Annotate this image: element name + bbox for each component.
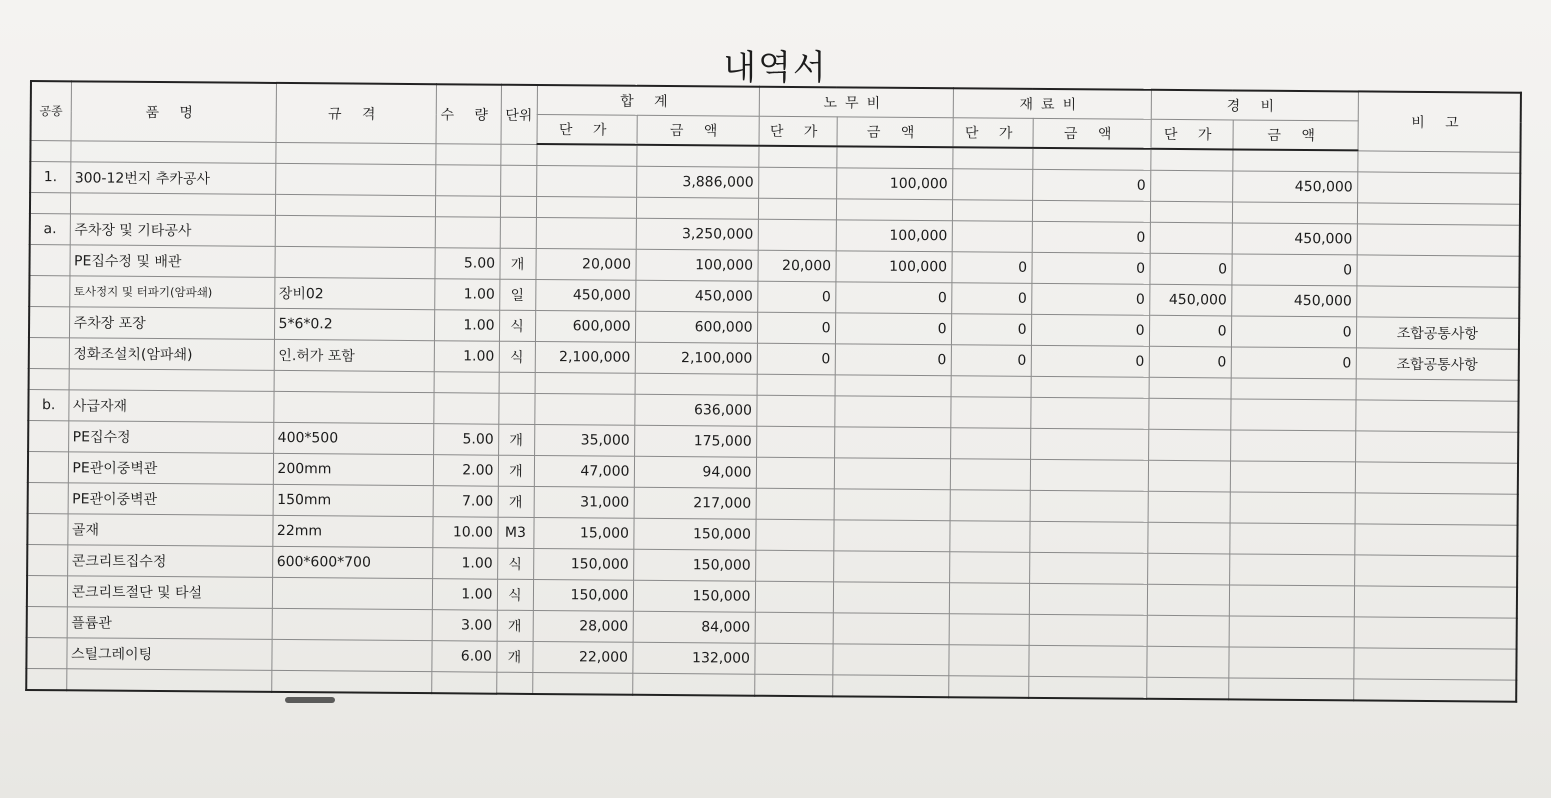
cell-total-amount: 3,250,000: [636, 218, 758, 250]
cell-total-amount: 175,000: [634, 425, 756, 457]
cell-code: [27, 544, 67, 575]
cell-labor-amount: 100,000: [836, 220, 952, 252]
cell-material-unit-price: [948, 645, 1028, 677]
cell-code: [27, 606, 67, 637]
cell-total-unit-price: 15,000: [533, 517, 633, 549]
cell-material-unit-price: [950, 459, 1030, 491]
cell-code: [27, 575, 67, 606]
empty-cell: [70, 193, 275, 216]
empty-cell: [274, 370, 434, 392]
cell-spec: 400*500: [273, 422, 433, 454]
cell-material-unit-price: [949, 521, 1029, 553]
cell-expense-amount: [1229, 554, 1354, 586]
cell-total-unit-price: [536, 217, 636, 249]
cell-expense-unit-price: 0: [1149, 346, 1231, 378]
cell-note: [1355, 493, 1518, 525]
cell-expense-amount: [1229, 523, 1354, 555]
cell-quantity: 6.00: [431, 641, 496, 673]
cell-expense-amount: [1230, 492, 1355, 524]
empty-cell: [500, 144, 536, 166]
cell-code: [28, 420, 68, 451]
empty-cell: [1357, 150, 1520, 173]
empty-cell: [948, 676, 1028, 698]
cell-labor-unit-price: [758, 167, 836, 199]
cell-expense-amount: [1229, 616, 1354, 648]
empty-cell: [435, 196, 500, 218]
cell-material-amount: [1030, 490, 1148, 522]
cell-total-amount: 150,000: [633, 518, 755, 550]
cell-total-amount: 150,000: [633, 549, 755, 581]
cell-unit: 일: [499, 279, 535, 310]
cell-spec: 150mm: [273, 484, 433, 516]
cell-spec: [275, 163, 435, 195]
cell-item-name: 사급자재: [68, 390, 273, 423]
cell-material-unit-price: [949, 614, 1029, 646]
estimate-table: [25, 80, 1522, 703]
cell-material-unit-price: [952, 221, 1032, 253]
cell-spec: [274, 246, 434, 278]
cell-total-unit-price: 150,000: [533, 579, 633, 611]
cell-expense-unit-price: [1148, 429, 1230, 461]
header-spec: 규 격: [276, 83, 436, 143]
cell-unit: 식: [499, 310, 535, 341]
cell-unit: 식: [497, 548, 533, 579]
empty-cell: [1150, 149, 1232, 171]
empty-cell: [532, 672, 632, 694]
cell-unit: [500, 217, 536, 248]
cell-total-unit-price: 20,000: [535, 248, 635, 280]
cell-expense-unit-price: [1147, 615, 1229, 647]
empty-cell: [26, 668, 66, 690]
cell-total-unit-price: 35,000: [534, 424, 634, 456]
cell-code: 1.: [30, 162, 70, 193]
cell-unit: [498, 393, 534, 424]
table-body: [26, 140, 1520, 702]
cell-material-unit-price: [950, 428, 1030, 460]
cell-spec: [275, 215, 435, 247]
cell-quantity: 3.00: [432, 610, 497, 642]
empty-cell: [754, 674, 832, 696]
cell-code: [27, 513, 67, 544]
cell-labor-amount: [834, 489, 950, 521]
estimate-sheet: [25, 80, 1522, 703]
cell-expense-unit-price: [1148, 491, 1230, 523]
empty-cell: [536, 196, 636, 218]
header-amount: 금 액: [1033, 118, 1151, 148]
cell-code: b.: [28, 389, 68, 420]
cell-total-unit-price: [534, 393, 634, 425]
cell-note: [1354, 524, 1517, 556]
empty-cell: [952, 147, 1032, 169]
cell-quantity: [433, 393, 498, 425]
cell-material-amount: 0: [1032, 169, 1150, 201]
cell-material-amount: 0: [1031, 345, 1149, 377]
cell-total-amount: 600,000: [635, 311, 757, 343]
cell-total-unit-price: 28,000: [533, 610, 633, 642]
cell-quantity: 1.00: [434, 310, 499, 342]
cell-quantity: 1.00: [432, 579, 497, 611]
cell-labor-unit-price: [755, 519, 833, 551]
header-expense: 경 비: [1151, 90, 1358, 121]
empty-cell: [757, 374, 835, 396]
cell-note: 조합공통사항: [1356, 317, 1519, 349]
empty-cell: [275, 142, 435, 165]
cell-total-unit-price: 450,000: [535, 279, 635, 311]
cell-expense-amount: 450,000: [1231, 285, 1356, 317]
cell-labor-unit-price: 20,000: [757, 250, 835, 282]
header-amount: 금 액: [637, 115, 759, 145]
cell-spec: [272, 608, 432, 640]
cell-code: [26, 637, 66, 668]
cell-expense-unit-price: [1147, 522, 1229, 554]
empty-cell: [951, 376, 1031, 398]
cell-expense-unit-price: 0: [1149, 253, 1231, 285]
cell-material-amount: [1029, 552, 1147, 584]
cell-spec: 600*600*700: [272, 546, 432, 578]
cell-total-amount: 217,000: [634, 487, 756, 519]
cell-spec: [272, 577, 432, 609]
cell-item-name: 플륨관: [67, 607, 272, 640]
cell-total-unit-price: [536, 165, 636, 197]
empty-cell: [758, 198, 836, 220]
cell-code: [29, 245, 69, 276]
cell-expense-unit-price: [1148, 460, 1230, 492]
cell-material-unit-price: 0: [951, 345, 1031, 377]
cell-expense-amount: [1230, 430, 1355, 462]
ink-smudge: [285, 697, 335, 703]
cell-material-amount: 0: [1032, 221, 1150, 253]
cell-note: [1355, 431, 1518, 463]
cell-note: [1356, 286, 1519, 318]
cell-labor-amount: [832, 644, 948, 676]
cell-labor-amount: [833, 551, 949, 583]
cell-material-unit-price: 0: [951, 252, 1031, 284]
empty-cell: [1149, 377, 1231, 399]
document-title: 내역서: [723, 48, 828, 88]
cell-spec: [271, 639, 431, 671]
header-note: 비 고: [1358, 91, 1521, 151]
empty-cell: [1232, 202, 1357, 224]
cell-expense-unit-price: [1147, 553, 1229, 585]
cell-total-amount: 94,000: [634, 456, 756, 488]
cell-material-amount: [1029, 521, 1147, 553]
cell-labor-unit-price: [756, 395, 834, 427]
cell-labor-unit-price: [756, 457, 834, 489]
cell-expense-amount: [1230, 461, 1355, 493]
empty-cell: [434, 372, 499, 394]
cell-note: [1355, 462, 1518, 494]
cell-unit: 개: [496, 641, 532, 672]
empty-cell: [636, 145, 758, 167]
cell-material-amount: [1028, 645, 1146, 677]
cell-total-amount: 132,000: [632, 642, 754, 674]
cell-material-unit-price: [950, 490, 1030, 522]
cell-item-name: 콘크리트집수정: [67, 545, 272, 578]
cell-item-name: PE관이중벽관: [68, 483, 273, 516]
cell-item-name: 토사정지 및 터파기(암파쇄): [69, 276, 274, 309]
cell-material-unit-price: [949, 583, 1029, 615]
cell-labor-amount: 100,000: [835, 251, 951, 283]
cell-expense-unit-price: [1146, 646, 1228, 678]
cell-spec: 인.허가 포함: [274, 339, 434, 371]
cell-spec: [273, 391, 433, 423]
cell-labor-amount: 0: [835, 344, 951, 376]
cell-note: [1357, 172, 1520, 204]
cell-note: [1354, 555, 1517, 587]
cell-labor-amount: [833, 582, 949, 614]
cell-total-unit-price: 31,000: [534, 486, 634, 518]
cell-item-name: 정화조설치(암파쇄): [69, 338, 274, 371]
cell-spec: 5*6*0.2: [274, 308, 434, 340]
cell-code: [28, 482, 68, 513]
header-qty: 수 량: [436, 84, 501, 144]
empty-cell: [1353, 679, 1516, 702]
empty-cell: [1146, 677, 1228, 699]
cell-labor-unit-price: 0: [757, 343, 835, 375]
empty-cell: [1032, 200, 1150, 222]
cell-quantity: 5.00: [433, 424, 498, 456]
cell-quantity: 5.00: [434, 248, 499, 280]
cell-material-amount: [1029, 583, 1147, 615]
cell-material-unit-price: 0: [951, 283, 1031, 315]
cell-material-amount: [1029, 614, 1147, 646]
empty-cell: [632, 673, 754, 695]
cell-expense-amount: 0: [1231, 347, 1356, 379]
cell-unit: M3: [497, 517, 533, 548]
cell-total-amount: 150,000: [633, 580, 755, 612]
empty-cell: [836, 199, 952, 221]
cell-code: [29, 337, 69, 368]
cell-material-unit-price: [950, 397, 1030, 429]
empty-cell: [271, 670, 431, 693]
cell-expense-amount: 0: [1231, 316, 1356, 348]
cell-material-unit-price: [949, 552, 1029, 584]
cell-item-name: 골재: [67, 514, 272, 547]
empty-cell: [1356, 379, 1519, 401]
cell-item-name: PE관이중벽관: [68, 452, 273, 485]
cell-quantity: [435, 165, 500, 197]
empty-cell: [30, 193, 70, 214]
cell-note: 조합공통사항: [1356, 348, 1519, 380]
header-unit-price: 단 가: [953, 118, 1033, 148]
cell-expense-amount: 0: [1231, 254, 1356, 286]
cell-note: [1355, 400, 1518, 432]
cell-labor-unit-price: [755, 550, 833, 582]
cell-item-name: 300-12번지 추카공사: [70, 162, 275, 195]
cell-item-name: 콘크리트절단 및 타설: [67, 576, 272, 609]
cell-unit: [500, 165, 536, 196]
cell-labor-amount: 0: [835, 313, 951, 345]
empty-cell: [70, 140, 275, 163]
cell-spec: 장비02: [274, 277, 434, 309]
cell-total-amount: 636,000: [634, 394, 756, 426]
cell-expense-unit-price: [1147, 584, 1229, 616]
cell-material-amount: [1030, 459, 1148, 491]
cell-labor-amount: [833, 520, 949, 552]
cell-quantity: 1.00: [434, 341, 499, 373]
cell-expense-amount: [1229, 585, 1354, 617]
cell-total-unit-price: 600,000: [535, 310, 635, 342]
empty-cell: [500, 196, 536, 217]
empty-cell: [275, 194, 435, 216]
empty-cell: [836, 146, 952, 168]
cell-labor-unit-price: [758, 219, 836, 251]
cell-material-amount: 0: [1031, 314, 1149, 346]
empty-cell: [435, 143, 500, 165]
empty-cell: [758, 146, 836, 168]
header-unit: 단위: [501, 85, 537, 144]
empty-cell: [952, 200, 1032, 222]
cell-labor-unit-price: 0: [757, 281, 835, 313]
cell-labor-unit-price: [755, 612, 833, 644]
cell-labor-amount: 100,000: [836, 168, 952, 200]
cell-total-unit-price: 2,100,000: [535, 341, 635, 373]
cell-total-unit-price: 150,000: [533, 548, 633, 580]
cell-item-name: 스틸그레이팅: [66, 638, 271, 671]
cell-labor-amount: 0: [835, 282, 951, 314]
empty-cell: [1150, 201, 1232, 223]
cell-labor-unit-price: [756, 426, 834, 458]
cell-material-amount: 0: [1031, 283, 1149, 315]
header-unit-price: 단 가: [1151, 119, 1233, 149]
cell-item-name: 주차장 및 기타공사: [70, 214, 275, 247]
header-name: 품 명: [71, 81, 276, 142]
cell-total-amount: 3,886,000: [636, 166, 758, 198]
empty-cell: [832, 675, 948, 697]
empty-cell: [66, 669, 271, 692]
cell-labor-unit-price: 0: [757, 312, 835, 344]
cell-labor-amount: [834, 458, 950, 490]
cell-spec: 22mm: [272, 515, 432, 547]
cell-material-unit-price: [952, 169, 1032, 201]
cell-total-amount: 450,000: [635, 280, 757, 312]
header-code: 공종: [31, 81, 71, 140]
cell-unit: 개: [498, 424, 534, 455]
empty-cell: [1357, 203, 1520, 225]
cell-expense-amount: [1228, 647, 1353, 679]
cell-quantity: 1.00: [434, 279, 499, 311]
empty-cell: [1031, 376, 1149, 398]
cell-expense-amount: 450,000: [1232, 171, 1357, 203]
cell-note: [1353, 648, 1516, 680]
empty-cell: [536, 144, 636, 166]
cell-expense-unit-price: [1150, 170, 1232, 202]
cell-unit: 개: [497, 610, 533, 641]
empty-cell: [535, 372, 635, 394]
cell-code: [29, 307, 69, 338]
empty-cell: [69, 369, 274, 392]
cell-expense-amount: 450,000: [1232, 223, 1357, 255]
cell-item-name: PE집수정 및 배관: [69, 245, 274, 278]
cell-code: a.: [30, 214, 70, 245]
cell-total-amount: 84,000: [633, 611, 755, 643]
header-amount: 금 액: [837, 117, 953, 147]
cell-quantity: 2.00: [433, 455, 498, 487]
cell-total-amount: 2,100,000: [635, 342, 757, 374]
cell-expense-unit-price: 0: [1149, 315, 1231, 347]
cell-material-amount: [1030, 397, 1148, 429]
cell-expense-amount: [1230, 399, 1355, 431]
cell-labor-unit-price: [754, 643, 832, 675]
cell-unit: 개: [498, 486, 534, 517]
cell-quantity: [435, 217, 500, 249]
header-labor: 노무비: [759, 87, 953, 118]
cell-unit: 개: [498, 455, 534, 486]
cell-material-amount: [1030, 428, 1148, 460]
cell-spec: 200mm: [273, 453, 433, 485]
cell-note: [1354, 586, 1517, 618]
cell-item-name: 주차장 포장: [69, 307, 274, 340]
empty-cell: [29, 368, 69, 389]
empty-cell: [1231, 378, 1356, 400]
cell-expense-unit-price: [1150, 222, 1232, 254]
cell-item-name: PE집수정: [68, 421, 273, 454]
cell-quantity: 7.00: [433, 486, 498, 518]
cell-total-amount: 100,000: [635, 249, 757, 281]
cell-quantity: 1.00: [432, 548, 497, 580]
header-unit-price: 단 가: [759, 116, 837, 146]
cell-note: [1357, 224, 1520, 256]
cell-material-unit-price: 0: [951, 314, 1031, 346]
empty-cell: [496, 672, 532, 694]
cell-labor-unit-price: [755, 581, 833, 613]
cell-quantity: 10.00: [432, 517, 497, 549]
cell-expense-unit-price: 450,000: [1149, 284, 1231, 316]
cell-unit: 식: [497, 579, 533, 610]
cell-labor-unit-price: [756, 488, 834, 520]
empty-cell: [1032, 148, 1150, 170]
header-unit-price: 단 가: [537, 114, 637, 144]
cell-unit: 식: [499, 341, 535, 372]
cell-labor-amount: [834, 427, 950, 459]
cell-note: [1356, 255, 1519, 287]
empty-cell: [431, 672, 496, 694]
empty-cell: [1232, 149, 1357, 171]
empty-cell: [499, 372, 535, 393]
cell-labor-amount: [833, 613, 949, 645]
empty-cell: [1228, 678, 1353, 700]
empty-cell: [1028, 676, 1146, 698]
cell-code: [29, 276, 69, 307]
empty-cell: [835, 375, 951, 397]
cell-total-unit-price: 47,000: [534, 455, 634, 487]
empty-cell: [636, 197, 758, 219]
cell-material-amount: 0: [1031, 252, 1149, 284]
cell-note: [1354, 617, 1517, 649]
cell-total-unit-price: 22,000: [532, 641, 632, 673]
empty-cell: [30, 140, 70, 162]
header-total: 합 계: [537, 85, 759, 116]
header-material: 재료비: [953, 88, 1151, 119]
cell-labor-amount: [834, 396, 950, 428]
cell-unit: 개: [499, 248, 535, 279]
cell-expense-unit-price: [1148, 398, 1230, 430]
empty-cell: [635, 373, 757, 395]
cell-code: [28, 451, 68, 482]
header-amount: 금 액: [1233, 120, 1358, 150]
